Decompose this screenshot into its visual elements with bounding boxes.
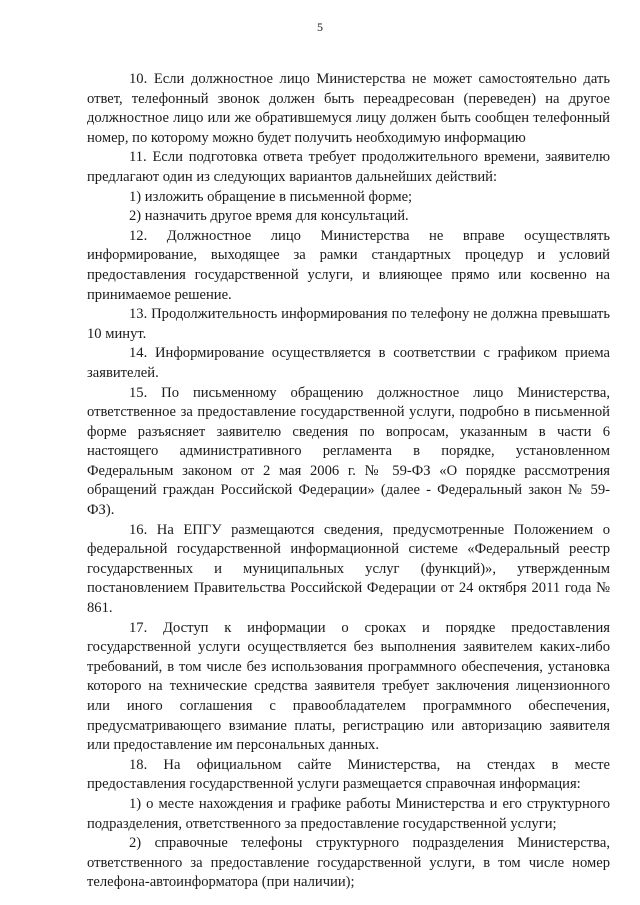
page-number: 5	[317, 20, 323, 34]
paragraph-15: 15. По письменному обращению должностное лицо Министерства, ответственное за предоставление государственной услуги, подробно в письменной форме разъясняет заявителю сведения по вопросам, указанным в части 6 настоящего административного регламента в порядке, установленном Федеральным законом от 2 мая 2006 г. № 59-ФЗ «О порядке рассмотрения обращений граждан Российской Федерации» (далее - Федеральный закон № 59-ФЗ).	[87, 384, 610, 519]
paragraph-18-item-1: 1) о месте нахождения и графике работы Министерства и его структурного подразделения, ответственного за предоставление государственной услуги;	[87, 795, 610, 832]
paragraph-12: 12. Должностное лицо Министерства не вправе осуществлять информирование, выходящее за рамки стандартных процедур и условий предоставления государственной услуги, и влияющее прямо или косвенно на принимаемое решение.	[87, 227, 610, 303]
paragraph-18-item-2: 2) справочные телефоны структурного подразделения Министерства, ответственного за предоставление государственной услуги, в том числе номер телефона-автоинформатора (при наличии);	[87, 835, 610, 891]
paragraph-14: 14. Информирование осуществляется в соответствии с графиком приема заявителей.	[87, 345, 610, 381]
paragraph-17: 17. Доступ к информации о сроках и порядке предоставления государственной услуги осуществляется без выполнения заявителем каких-либо требований, в том числе без использования программного обеспечения, установка которого на технические средства заявителя требует заключения лицензионного или иного соглашения с правообладателем программного обеспечения, предусматривающего взимание платы, регистрацию или авторизацию заявителя или предоставление им персональных данных.	[87, 619, 610, 754]
paragraph-10: 10. Если должностное лицо Министерства не может самостоятельно дать ответ, телефонный звонок должен быть переадресован (переведен) на другое должностное лицо или же обратившемуся лицу должен быть сообщен телефонный номер, по которому можно будет получить необходимую информацию	[87, 71, 610, 146]
paragraph-11-item-1: 1) изложить обращение в письменной форме;	[129, 188, 413, 205]
paragraph-11-item-2: 2) назначить другое время для консультаций.	[129, 208, 409, 225]
paragraph-16: 16. На ЕПГУ размещаются сведения, предусмотренные Положением о федеральной государственной информационной системе «Федеральный реестр государственных и муниципальных услуг (функций)», утвержденным постановлением Правительства Российской Федерации от 24 октября 2011 года № 861.	[87, 521, 610, 617]
paragraph-13: 13. Продолжительность информирования по телефону не должна превышать 10 минут.	[87, 306, 610, 342]
paragraph-11: 11. Если подготовка ответа требует продолжительного времени, заявителю предлагают один из следующих вариантов дальнейших действий:	[87, 149, 610, 185]
paragraph-18: 18. На официальном сайте Министерства, на стендах в месте предоставления государственной услуги размещается справочная информация:	[87, 756, 610, 793]
document-body	[87, 70, 610, 893]
